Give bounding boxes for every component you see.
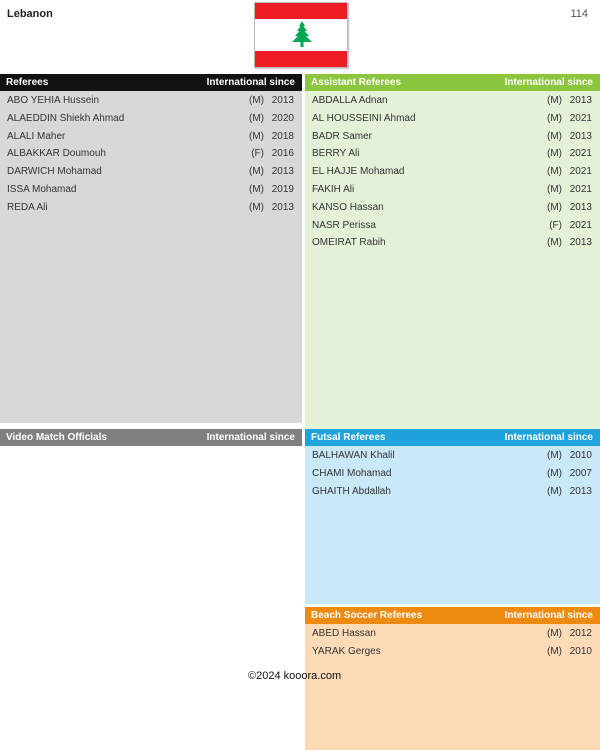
cedar-tree-icon bbox=[286, 20, 318, 52]
referees-list bbox=[0, 91, 302, 217]
official-gender: (F) bbox=[251, 148, 264, 160]
official-name: YARAK Gerges bbox=[312, 645, 381, 657]
official-row bbox=[305, 465, 600, 483]
since-label: International since bbox=[206, 432, 295, 443]
official-international-year: 2013 bbox=[569, 201, 592, 213]
official-row bbox=[305, 92, 600, 110]
since-label: International since bbox=[504, 610, 593, 621]
official-international-year: 2020 bbox=[271, 112, 294, 124]
official-international-year: 2021 bbox=[569, 183, 592, 195]
official-international-year: 2013 bbox=[271, 166, 294, 178]
official-row bbox=[305, 110, 600, 128]
beach-soccer-referees-list bbox=[305, 624, 600, 661]
section-title: Futsal Referees bbox=[311, 432, 386, 443]
official-row bbox=[0, 145, 302, 163]
official-gender: (M) bbox=[249, 112, 264, 124]
official-gender: (M) bbox=[547, 467, 562, 479]
official-name: BALHAWAN Khalil bbox=[312, 450, 395, 461]
official-international-year: 2012 bbox=[569, 628, 592, 639]
official-international-year: 2010 bbox=[569, 450, 592, 461]
official-row bbox=[305, 145, 600, 163]
referees-header bbox=[0, 74, 302, 91]
official-row bbox=[0, 92, 302, 110]
official-international-year: 2013 bbox=[271, 95, 294, 106]
official-name: BERRY Ali bbox=[312, 148, 360, 160]
video-match-officials-header bbox=[0, 429, 302, 446]
official-row bbox=[305, 181, 600, 199]
official-international-year: 2021 bbox=[569, 112, 592, 124]
official-row bbox=[0, 199, 302, 217]
official-name: BADR Samer bbox=[312, 130, 373, 142]
official-international-year: 2013 bbox=[271, 201, 294, 213]
official-name: ALALI Maher bbox=[7, 130, 66, 142]
official-international-year: 2021 bbox=[569, 219, 592, 231]
official-name: AL HOUSSEINI Ahmad bbox=[312, 112, 416, 124]
since-label: International since bbox=[206, 77, 295, 88]
copyright-watermark: ©2024 kooora.com bbox=[248, 670, 342, 682]
official-name: CHAMI Mohamad bbox=[312, 467, 392, 479]
official-gender: (M) bbox=[547, 148, 562, 160]
official-international-year: 2007 bbox=[569, 467, 592, 479]
official-international-year: 2021 bbox=[569, 166, 592, 178]
official-row bbox=[0, 128, 302, 146]
page-number: 114 bbox=[570, 8, 588, 20]
official-name: OMEIRAT Rabih bbox=[312, 237, 386, 249]
official-gender: (M) bbox=[547, 645, 562, 657]
official-name: KANSO Hassan bbox=[312, 201, 384, 213]
official-gender: (F) bbox=[549, 219, 562, 231]
official-international-year: 2013 bbox=[569, 95, 592, 106]
beach-soccer-referees-panel bbox=[305, 607, 600, 750]
official-international-year: 2013 bbox=[569, 485, 592, 497]
official-row bbox=[305, 447, 600, 465]
official-gender: (M) bbox=[547, 166, 562, 178]
futsal-referees-panel bbox=[305, 429, 600, 604]
official-gender: (M) bbox=[249, 166, 264, 178]
assistant-referees-list bbox=[305, 91, 600, 252]
beach-soccer-referees-header bbox=[305, 607, 600, 624]
video-match-officials-panel bbox=[0, 429, 302, 750]
official-gender: (M) bbox=[249, 95, 264, 106]
official-name: FAKIH Ali bbox=[312, 183, 355, 195]
official-row bbox=[305, 163, 600, 181]
section-title: Referees bbox=[6, 77, 49, 88]
official-gender: (M) bbox=[547, 95, 562, 106]
official-name: GHAITH Abdallah bbox=[312, 485, 391, 497]
since-label: International since bbox=[504, 432, 593, 443]
official-row bbox=[305, 625, 600, 643]
official-gender: (M) bbox=[547, 485, 562, 497]
official-gender: (M) bbox=[547, 628, 562, 639]
official-row bbox=[0, 110, 302, 128]
official-international-year: 2013 bbox=[569, 237, 592, 249]
official-name: EL HAJJE Mohamad bbox=[312, 166, 405, 178]
official-gender: (M) bbox=[547, 201, 562, 213]
official-name: NASR Perissa bbox=[312, 219, 376, 231]
official-name: ABED Hassan bbox=[312, 628, 376, 639]
official-gender: (M) bbox=[547, 450, 562, 461]
assistant-referees-header bbox=[305, 74, 600, 91]
official-international-year: 2013 bbox=[569, 130, 592, 142]
assistant-referees-panel bbox=[305, 74, 600, 430]
official-name: ALAEDDIN Shiekh Ahmad bbox=[7, 112, 125, 124]
country-name: Lebanon bbox=[7, 8, 53, 20]
official-name: ABO YEHIA Hussein bbox=[7, 95, 100, 106]
official-row bbox=[0, 163, 302, 181]
official-row bbox=[305, 199, 600, 217]
official-row bbox=[305, 217, 600, 235]
official-row bbox=[305, 483, 600, 501]
referees-panel bbox=[0, 74, 302, 423]
video-match-officials-list bbox=[0, 446, 302, 447]
futsal-referees-header bbox=[305, 429, 600, 446]
official-international-year: 2019 bbox=[271, 183, 294, 195]
official-row bbox=[0, 181, 302, 199]
official-gender: (M) bbox=[547, 237, 562, 249]
official-name: ABDALLA Adnan bbox=[312, 95, 388, 106]
official-gender: (M) bbox=[547, 112, 562, 124]
official-gender: (M) bbox=[547, 130, 562, 142]
futsal-referees-list bbox=[305, 446, 600, 500]
official-international-year: 2010 bbox=[569, 645, 592, 657]
official-international-year: 2016 bbox=[271, 148, 294, 160]
official-name: ALBAKKAR Doumouh bbox=[7, 148, 106, 160]
official-gender: (M) bbox=[249, 183, 264, 195]
official-row bbox=[305, 128, 600, 146]
official-international-year: 2021 bbox=[569, 148, 592, 160]
since-label: International since bbox=[504, 77, 593, 88]
official-international-year: 2018 bbox=[271, 130, 294, 142]
official-row bbox=[305, 234, 600, 252]
section-title: Video Match Officials bbox=[6, 432, 107, 443]
official-gender: (M) bbox=[249, 130, 264, 142]
lebanon-flag bbox=[254, 2, 348, 68]
official-name: DARWICH Mohamad bbox=[7, 166, 102, 178]
official-gender: (M) bbox=[547, 183, 562, 195]
official-name: REDA Ali bbox=[7, 201, 48, 213]
official-gender: (M) bbox=[249, 201, 264, 213]
official-name: ISSA Mohamad bbox=[7, 183, 77, 195]
section-title: Assistant Referees bbox=[311, 77, 402, 88]
official-row bbox=[305, 643, 600, 661]
section-title: Beach Soccer Referees bbox=[311, 610, 423, 621]
